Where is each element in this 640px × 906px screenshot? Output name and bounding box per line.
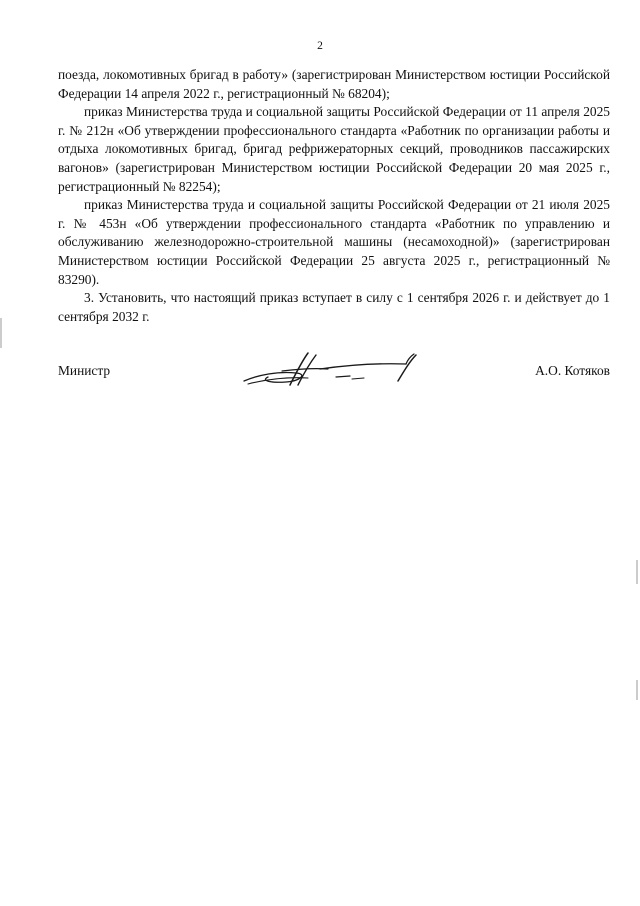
handwritten-signature xyxy=(238,351,438,391)
scan-edge-mark xyxy=(636,560,638,584)
scan-edge-mark xyxy=(636,680,638,700)
signer-position: Министр xyxy=(58,363,111,378)
signature-block xyxy=(58,355,610,395)
paragraph-order-212n: приказ Министерства труда и социальной защиты Российской Федерации от 11 апреля 2025 г. № 212н «Об утверждении профессионального стандарта «Работник по организации работы и отдыха локомотивных бригад, бригад рефрижераторных секций, проводников пассажирских вагонов» (зарегистрирован Министерством юстиции Российской Федерации 20 мая 2025 г., регистрационный № 82254); xyxy=(58,104,610,194)
paragraph-order-453n: приказ Министерства труда и социальной защиты Российской Федерации от 21 июля 2025 г. № 453н «Об утверждении профессионального стандарта «Работник по управлению и обслуживанию железнодорожно-строительной машины (несамоходной)» (зарегистрирован Министерством юстиции Российской Федерации 25 августа 2025 г., регистрационный № 83290). xyxy=(58,197,610,287)
scan-edge-mark xyxy=(0,318,2,348)
document-body xyxy=(58,66,610,326)
signer-name: А.О. Котяков xyxy=(535,363,610,378)
paragraph-effective-date: 3. Установить, что настоящий приказ вступает в силу с 1 сентября 2026 г. и действует до 1 сентября 2032 г. xyxy=(58,290,610,324)
page-number: 2 xyxy=(317,40,323,52)
paragraph-continuation: поезда, локомотивных бригад в работу» (зарегистрирован Министерством юстиции Российской Федерации 14 апреля 2022 г., регистрационный № 68204); xyxy=(58,67,610,101)
